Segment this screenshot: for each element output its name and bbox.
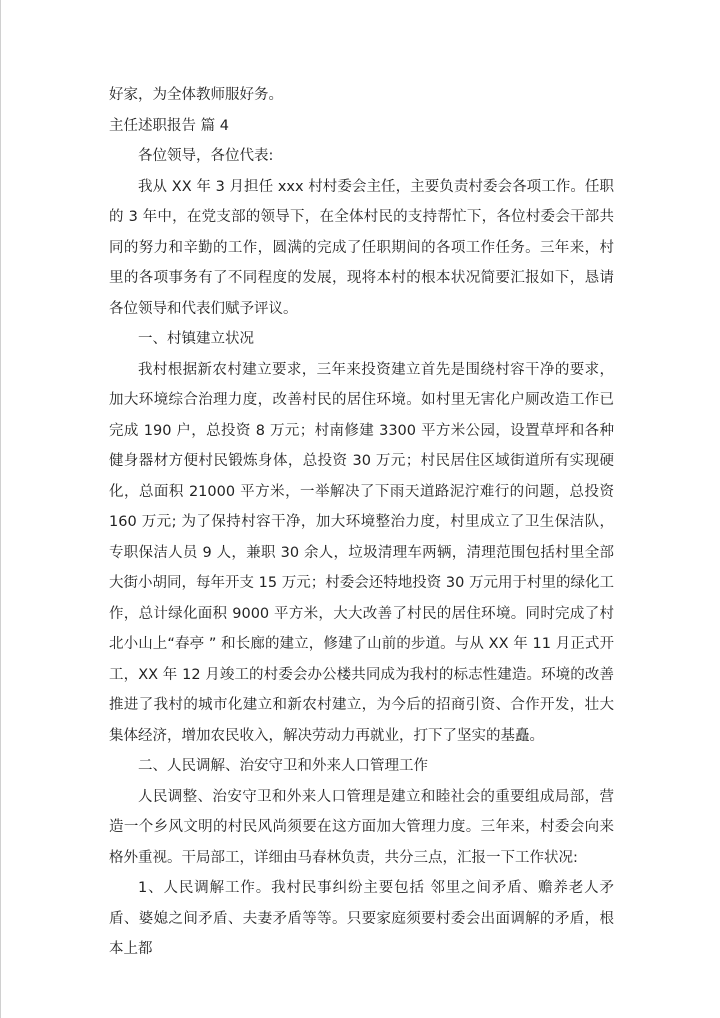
mediation-paragraph: 人民调整、治安守卫和外来人口管理是建立和睦社会的重要组成局部，营造一个乡风文明的村民风尚须要在这方面加大管理力度。三年来，村委会向来格外重视。干局部工，详细由马春林负责，共分三点，汇报一下工作状况: <box>109 788 614 866</box>
intro-paragraph: 我从 XX 年 3 月担任 xxx 村村委会主任，主要负责村委会各项工作。任职的 3 年中，在党支部的领导下，在全体村民的支持帮忙下，各位村委会干部共同的努力和辛勤的工作，圆满的完成了任职期间的各项工作任务。三年来，村里的各项事务有了不同程度的发展，现将本村的根本状况简要汇报如下，恳请各位领导和代表们赋予评议。 <box>109 178 614 317</box>
continuation-line: 好家，为全体教师服好务。 <box>109 87 283 103</box>
document-body <box>109 80 614 965</box>
heading-mediation-security: 二、人民调解、治安守卫和外来人口管理工作 <box>138 758 428 774</box>
heading-village-construction: 一、村镇建立状况 <box>138 331 254 347</box>
mediation-item-1: 1、人民调解工作。我村民事纠纷主要包括 邻里之间矛盾、赡养老人矛盾、婆媳之间矛盾、夫妻矛盾等等。只要家庭须要村委会出面调解的矛盾，根本上都 <box>109 880 614 957</box>
section-title: 主任述职报告 篇 4 <box>109 117 229 134</box>
construction-paragraph: 我村根据新农村建立要求，三年来投资建立首先是围绕村容干净的要求，加大环境综合治理力度，改善村民的居住环境。如村里无害化户厕改造工作已完成 190 户，总投资 8 万元；村南修建 3300 平方米公园，设置草坪和各种健身器材方便村民锻炼身体，总投资 30 万元；村民居住区域街道所有实现硬化，总面积 21000 平方米，一举解决了下雨天道路泥泞难行的问题，总投资 160 万元; 为了保持村容干净，加大环境整治力度，村里成立了卫生保洁队，专职保洁人员 9 人，兼职 30 余人，垃圾清理车两辆，清理范围包括村里全部大街小胡同，每年开支 15 万元；村委会还特地投资 30 万元用于村里的绿化工作，总计绿化面积 9000 平方米，大大改善了村民的居住环境。同时完成了村北小山上“春亭 ” 和长廊的建立，修建了山前的步道。与从 XX 年 11 月正式开工，XX 年 12 月竣工的村委会办公楼共同成为我村的标志性建造。环境的改善推进了我村的城市化建立和新农村建立，为今后的招商引资、合作开发，壮大集体经济，增加农民收入，解决劳动力再就业，打下了坚实的基矗。 <box>109 361 614 744</box>
salutation: 各位领导，各位代表: <box>138 148 274 164</box>
page-edge-line <box>0 0 1 1018</box>
